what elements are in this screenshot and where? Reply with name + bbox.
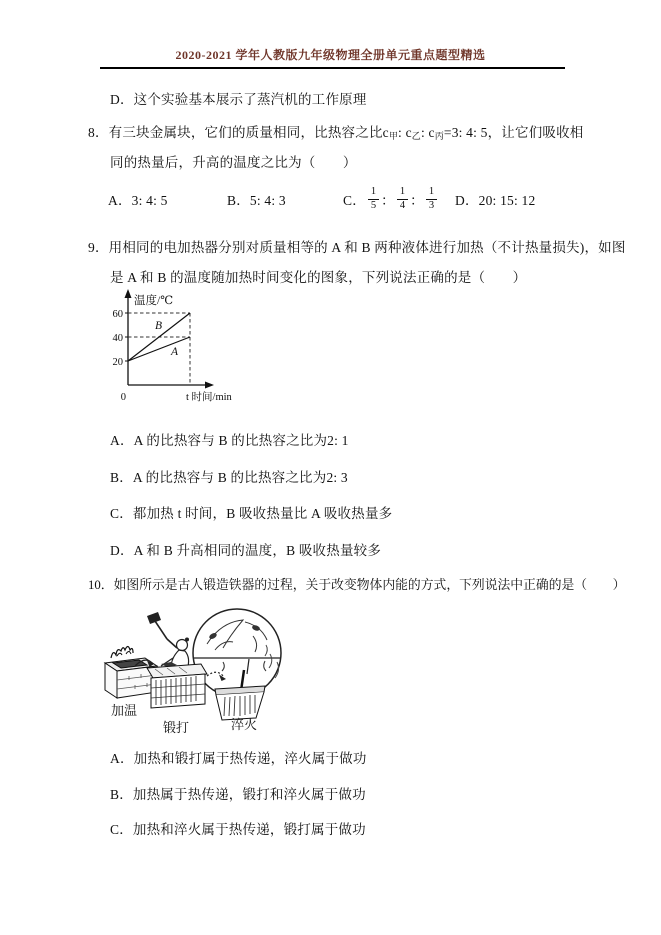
q8-option-d: D．20: 15: 12	[455, 193, 536, 208]
q9-option-c: C．都加热 t 时间，B 吸收热量比 A 吸收热量多	[110, 506, 393, 521]
fraction-one-fifth: $\frac{1}{5}$	[368, 186, 379, 211]
forge-illustration	[95, 606, 320, 738]
line-b-label: B	[155, 320, 163, 332]
question-8-stem-line1	[88, 121, 584, 142]
x-axis-label: t 时间/min	[186, 392, 232, 403]
head	[177, 640, 188, 651]
q8-sub-bing: 丙	[434, 131, 444, 141]
label-quenching: 淬火	[231, 717, 258, 732]
y-axis-arrow-icon	[125, 289, 132, 298]
q10-option-b: B．加热属于热传递，锻打和淬火属于做功	[110, 787, 366, 802]
q10-option-c: C．加热和淬火属于热传递，锻打属于做功	[110, 822, 366, 837]
header-divider	[100, 67, 565, 69]
q8-sub-yi: 乙	[411, 131, 421, 141]
label-heating: 加温	[111, 703, 138, 718]
q9-option-a: A．A 的比热容与 B 的比热容之比为2: 1	[110, 433, 349, 448]
q8-stem-seg1: : c	[398, 125, 412, 140]
fraction-one-quarter: $\frac{1}{4}$	[397, 186, 408, 211]
label-forging: 锻打	[163, 720, 190, 735]
question-8-options-row	[0, 183, 661, 215]
q8-option-c-colon2: ：	[410, 193, 424, 208]
q8-option-a: A．3: 4: 5	[108, 193, 168, 208]
tick-label-20: 20	[112, 357, 123, 368]
page-header-title: 2020-2021 学年人教版九年级物理全册单元重点题型精选	[175, 48, 486, 62]
hammer-icon	[147, 612, 161, 624]
q8-option-c-colon1: ：	[381, 193, 395, 208]
temperature-time-graph	[105, 288, 265, 413]
anvil-stand	[151, 674, 205, 708]
line-a-label: A	[171, 346, 179, 358]
q8-option-c	[343, 183, 439, 215]
prev-question-option-d: D．这个实验基本展示了蒸汽机的工作原理	[110, 92, 367, 107]
fraction-one-third: $\frac{1}{3}$	[426, 186, 437, 211]
line-a	[128, 337, 190, 361]
q8-option-b: B．5: 4: 3	[227, 193, 286, 208]
q8-stem-seg2: : c	[420, 125, 435, 140]
q8-option-c-label: C．	[343, 193, 366, 208]
y-axis-label: 温度/℃	[134, 295, 174, 307]
q9-option-b: B．A 的比热容与 B 的比热容之比为2: 3	[110, 470, 348, 485]
q10-option-a: A．加热和锻打属于热传递，淬火属于做功	[110, 751, 367, 766]
tick-label-60: 60	[112, 309, 123, 320]
question-9-stem-line2: 是 A 和 B 的温度随加热时间变化的图象，下列说法正确的是（ ）	[110, 270, 527, 285]
question-8-stem-line2: 同的热量后，升高的温度之比为（ ）	[110, 155, 357, 170]
x-axis-arrow-icon	[205, 382, 214, 389]
q9-option-d: D．A 和 B 升高相同的温度，B 吸收热量较多	[110, 543, 382, 558]
q8-stem-seg3: =3: 4: 5，让它们吸收相	[443, 125, 584, 140]
q8-stem-seg0: 8．有三块金属块，它们的质量相同，比热容之比c	[88, 125, 389, 140]
question-10-stem: 10．如图所示是古人锻造铁器的过程，关于改变物体内能的方式，下列说法中正确的是（ ）	[88, 578, 626, 592]
origin-label: 0	[120, 392, 126, 403]
tick-label-40: 40	[112, 333, 123, 344]
q8-sub-jia: 甲	[388, 131, 399, 141]
question-9-stem-line1: 9．用相同的电加热器分别对质量相等的 A 和 B 两种液体进行加热（不计热量损失)，如图	[88, 240, 626, 255]
quench-magnifier-bubble	[193, 609, 281, 697]
